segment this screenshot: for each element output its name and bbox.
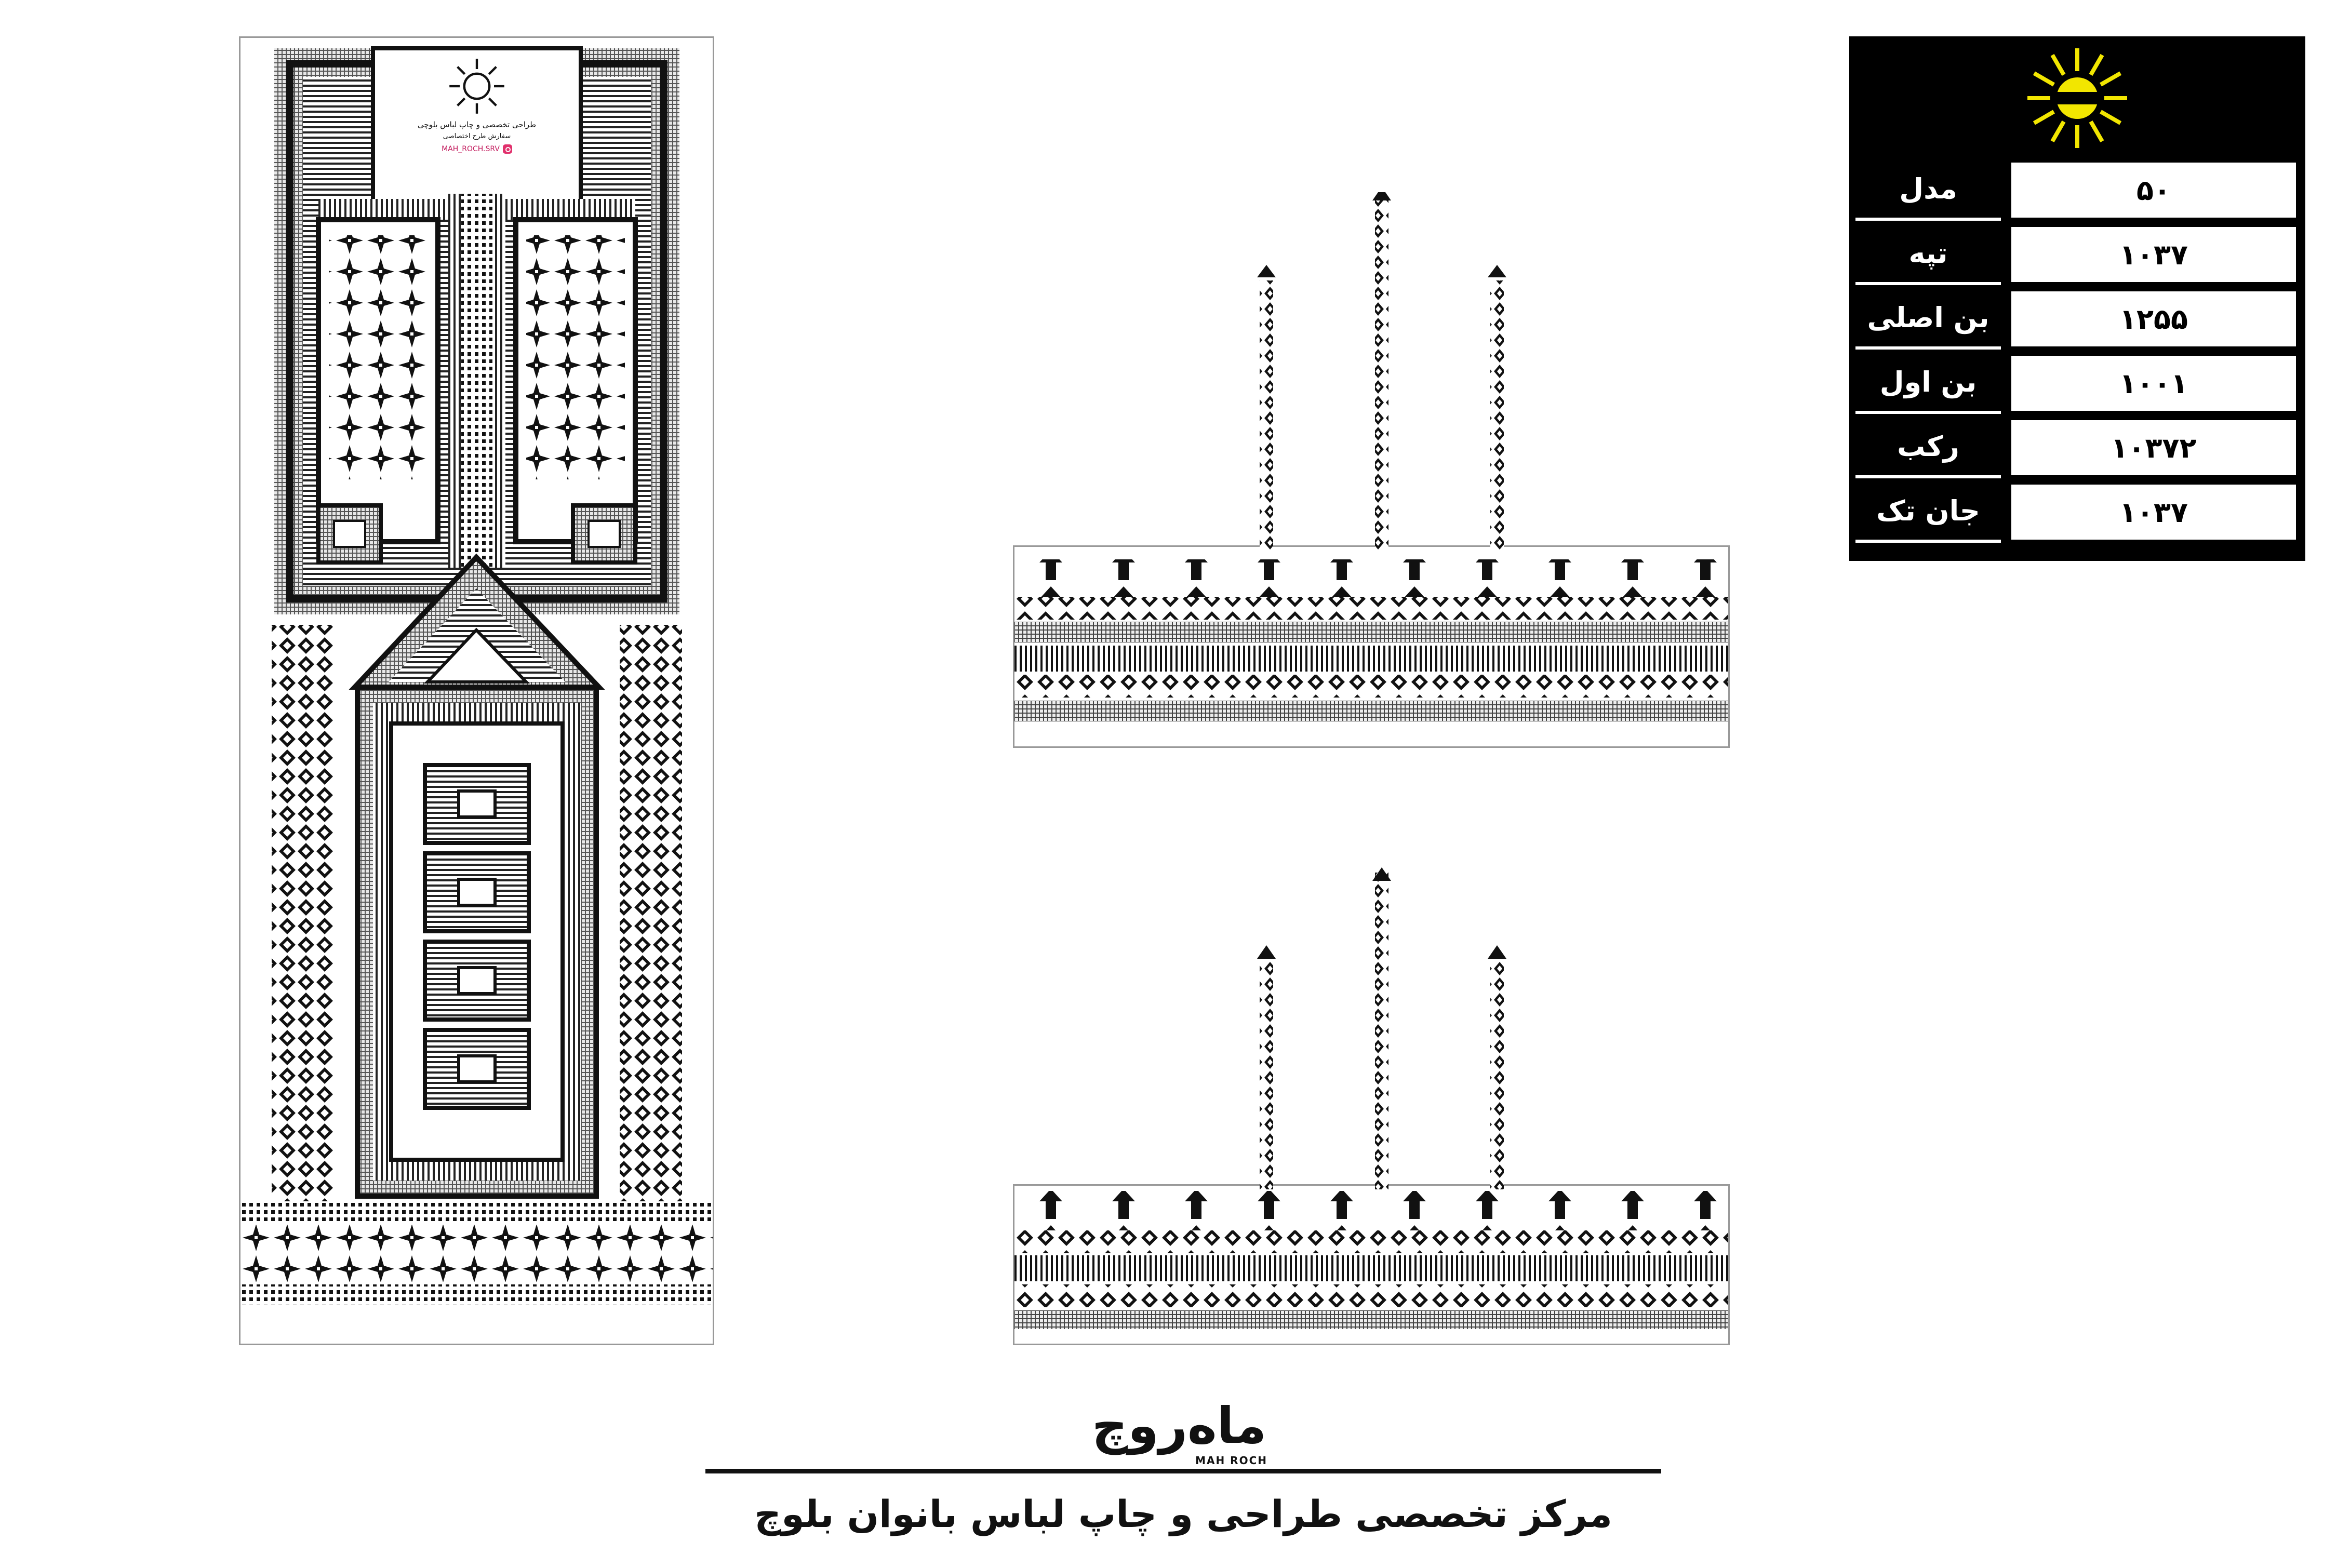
sun-logo-icon: [2025, 46, 2129, 150]
spec-label: بن اول: [1855, 353, 2001, 414]
dress-embroidery-pattern: [241, 38, 713, 1344]
spec-value: ۱۰۳۷۲: [2008, 417, 2299, 478]
tassel-motifs-bottom: [1236, 867, 1527, 1189]
spec-label: مدل: [1855, 159, 2001, 221]
spec-row-first-base: [1852, 350, 2302, 414]
spec-value: ۱۲۵۵: [2008, 288, 2299, 350]
dress-label-line1: طراحی تخصصی و چاپ لباس بلوچی: [417, 120, 537, 129]
spec-logo-area: [1852, 39, 2302, 156]
spec-value: ۱۰۰۱: [2008, 353, 2299, 414]
spec-value: ۱۰۳۷: [2008, 224, 2299, 285]
spec-label: تپه: [1855, 224, 2001, 285]
instagram-handle: MAH_ROCH.SRV: [442, 145, 500, 153]
spec-row-tappeh: [1852, 221, 2302, 285]
tassel-motifs-top: [1236, 192, 1527, 556]
spec-label: جان تک: [1855, 481, 2001, 543]
border-embroidery-pattern-top: [1014, 547, 1728, 746]
spec-table: [1849, 36, 2305, 561]
spec-row-jantak: [1852, 478, 2302, 543]
dress-pattern-panel: [239, 36, 714, 1345]
footer-logo-wordmark: ماه‌روچ: [1091, 1397, 1267, 1455]
border-design-top: [1013, 545, 1730, 748]
spec-value: ۵۰: [2008, 159, 2299, 221]
spec-label: بن اصلی: [1855, 288, 2001, 350]
border-design-bottom: [1013, 1184, 1730, 1345]
sun-logo-icon: [448, 58, 505, 115]
spec-value: ۱۰۳۷: [2008, 481, 2299, 543]
footer-logo-latin: MAH ROCH: [1195, 1454, 1267, 1467]
spec-row-rekab: [1852, 414, 2302, 478]
dress-label-line2: سفارش طرح اختصاصی: [443, 132, 511, 140]
footer-tagline: مرکز تخصصی طراحی و چاپ لباس بانوان بلوچ: [754, 1492, 1612, 1536]
spec-row-model: [1852, 156, 2302, 221]
spec-label: رکب: [1855, 417, 2001, 478]
dress-label-card: [376, 50, 578, 206]
border-embroidery-pattern-bottom: [1014, 1186, 1728, 1344]
footer-logo: [1070, 1397, 1288, 1475]
instagram-row: [376, 144, 578, 154]
instagram-icon: [503, 144, 512, 154]
spec-row-main-base: [1852, 285, 2302, 350]
footer-divider: [705, 1469, 1661, 1473]
